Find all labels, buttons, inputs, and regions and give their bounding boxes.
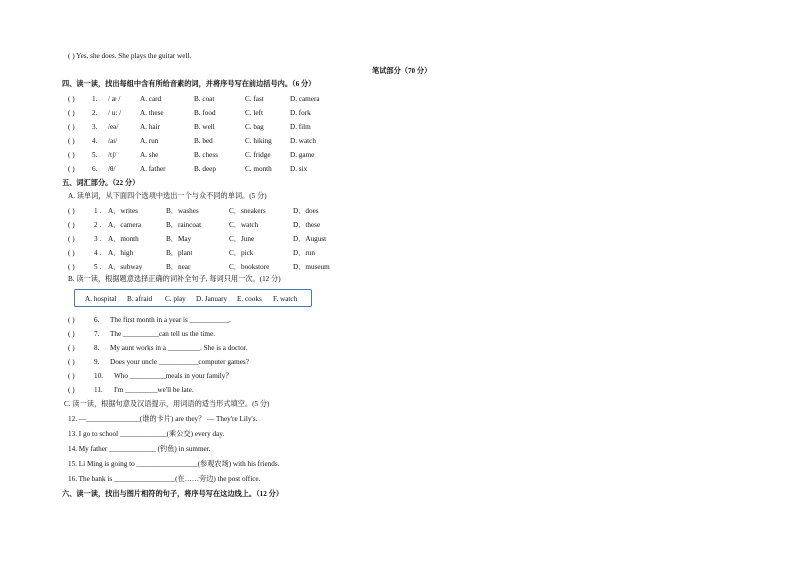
option-d: D．run (293, 249, 315, 257)
answer-bracket[interactable]: ( ) (68, 207, 75, 215)
question-number: 1 . (94, 207, 102, 215)
option-b: B．raincoat (166, 221, 202, 229)
question-number: 4 . (94, 249, 102, 257)
answer-bracket[interactable]: ( ) (68, 316, 75, 324)
phoneme: / u: / (108, 109, 122, 117)
option-b: B. deep (194, 165, 216, 173)
word-form-row[interactable]: 14. My father _____________ (钓鱼) in summer. (68, 445, 211, 453)
phoneme: / æ / (108, 95, 121, 103)
question-number: 3. (92, 123, 98, 131)
phoneme: /eə/ (108, 123, 119, 131)
answer-bracket[interactable]: ( ) (68, 151, 75, 159)
answer-bracket[interactable]: ( ) (68, 137, 75, 145)
section4-heading: 四、读一读，找出每组中含有所给音素的词，并将序号写在前边括号内。（6 分） (62, 80, 316, 88)
question-number: 10. (94, 372, 103, 380)
option-a: A. these (140, 109, 164, 117)
word-option: F. watch (273, 295, 298, 303)
answer-bracket[interactable]: ( ) (68, 235, 75, 243)
question-number: 6. (92, 165, 98, 173)
option-c: C. left (245, 109, 263, 117)
option-c: C. bag (245, 123, 264, 131)
part-c-heading: C. 读一读，根据句意及汉语提示，用词语的适当形式填空。(5 分) (64, 400, 270, 408)
question-number: 3 . (94, 235, 102, 243)
word-form-row[interactable]: 12. —_______________(谁的卡片) are they？ — They're Lily's. (68, 415, 258, 423)
question-number: 2 . (94, 221, 102, 229)
option-d: D. watch (290, 137, 316, 145)
question-number: 6. (94, 316, 100, 324)
word-options-box (74, 289, 312, 307)
part-a-heading: A. 读单词，从下面四个选项中选出一个与众不同的单词。(5 分) (68, 192, 267, 200)
answer-bracket[interactable]: ( ) (68, 165, 75, 173)
option-a: A．month (108, 235, 139, 243)
word-form-row[interactable]: 13. I go to school _____________(乘公交) every day. (68, 430, 225, 438)
option-a: A. card (140, 95, 162, 103)
option-a: A. hair (140, 123, 160, 131)
written-part-title: 笔试部分（70 分） (372, 67, 432, 75)
option-c: C．June (229, 235, 255, 243)
option-a: A．high (108, 249, 134, 257)
option-d: D．August (293, 235, 327, 243)
word-form-row[interactable]: 16. The bank is _________________(在……旁边) the post office. (68, 475, 261, 483)
option-c: C．sneakers (229, 207, 266, 215)
option-d: D. film (290, 123, 311, 131)
question-number: 11. (94, 386, 103, 394)
word-option: C. play (165, 295, 186, 303)
answer-bracket[interactable]: ( ) (68, 344, 75, 352)
option-c: C. fridge (245, 151, 271, 159)
option-b: B．plant (166, 249, 193, 257)
option-d: D. fork (290, 109, 311, 117)
answer-bracket[interactable]: ( ) (68, 109, 75, 117)
option-b: B．May (166, 235, 192, 243)
word-form-row[interactable]: 15. Li Ming is going to _________________(参观农场) with his friends. (68, 460, 280, 468)
option-b: B．washes (166, 207, 199, 215)
question-number: 2. (92, 109, 98, 117)
option-d: D. six (290, 165, 308, 173)
sentence[interactable]: I'm _________we'll be late. (114, 386, 194, 394)
option-a: A．camera (108, 221, 142, 229)
sentence[interactable]: My aunt works in a _________. She is a doctor. (110, 344, 248, 352)
question-number: 4. (92, 137, 98, 145)
option-c: C．watch (229, 221, 259, 229)
word-option: D. January (196, 295, 228, 303)
question-line-top: ( ) Yes, she does. She plays the guitar well. (68, 52, 192, 60)
answer-bracket[interactable]: ( ) (68, 263, 75, 271)
answer-bracket[interactable]: ( ) (68, 386, 75, 394)
option-c: C．bookstore (229, 263, 270, 271)
option-d: D．these (293, 221, 321, 229)
option-a: A．writes (108, 207, 138, 215)
option-d: D．museum (293, 263, 330, 271)
option-d: D. camera (290, 95, 320, 103)
option-b: B. chess (194, 151, 218, 159)
answer-bracket[interactable]: ( ) (68, 221, 75, 229)
question-number: 9. (94, 358, 100, 366)
word-option: B. afraid (127, 295, 153, 303)
option-d: D．does (293, 207, 319, 215)
phoneme: /tʃ/ (108, 151, 117, 159)
sentence[interactable]: Who __________meals in your family？ (114, 372, 233, 380)
option-b: B. coat (194, 95, 215, 103)
option-c: C. month (245, 165, 272, 173)
question-number: 8. (94, 344, 100, 352)
option-b: B. well (194, 123, 215, 131)
word-option: A. hospital (85, 295, 117, 303)
option-a: A. she (140, 151, 159, 159)
answer-bracket[interactable]: ( ) (68, 249, 75, 257)
answer-bracket[interactable]: ( ) (68, 372, 75, 380)
option-c: C. fast (245, 95, 264, 103)
question-number: 5. (92, 151, 98, 159)
word-option: E. cooks (237, 295, 262, 303)
option-a: A．subway (108, 263, 143, 271)
option-b: B. food (194, 109, 216, 117)
sentence[interactable]: The first month in a year is ___________. (110, 316, 231, 324)
option-a: A. father (140, 165, 166, 173)
answer-bracket[interactable]: ( ) (68, 330, 75, 338)
option-b: B．near (166, 263, 191, 271)
section5-heading: 五、词汇部分。（22 分） (62, 179, 140, 187)
option-d: D. game (290, 151, 315, 159)
answer-bracket[interactable]: ( ) (68, 95, 75, 103)
sentence[interactable]: The __________can tell us the time. (110, 330, 215, 338)
sentence[interactable]: Does your uncle ___________computer games? (110, 358, 249, 366)
option-c: C. hiking (245, 137, 272, 145)
section6-heading: 六、读一读，找出与图片相符的句子，将序号写在这边线上。（12 分） (62, 490, 284, 498)
question-number: 5 . (94, 263, 102, 271)
option-b: B. bed (194, 137, 213, 145)
option-a: A. run (140, 137, 159, 145)
answer-bracket[interactable]: ( ) (68, 123, 75, 131)
answer-bracket[interactable]: ( ) (68, 358, 75, 366)
phoneme: /aɪ/ (108, 137, 118, 145)
part-b-heading: B. 读一读，根据题意选择正确的词补全句子, 每词只用一次。(12 分) (68, 275, 281, 283)
question-number: 7. (94, 330, 100, 338)
question-number: 1. (92, 95, 98, 103)
option-c: C．pick (229, 249, 254, 257)
phoneme: /θ/ (108, 165, 116, 173)
